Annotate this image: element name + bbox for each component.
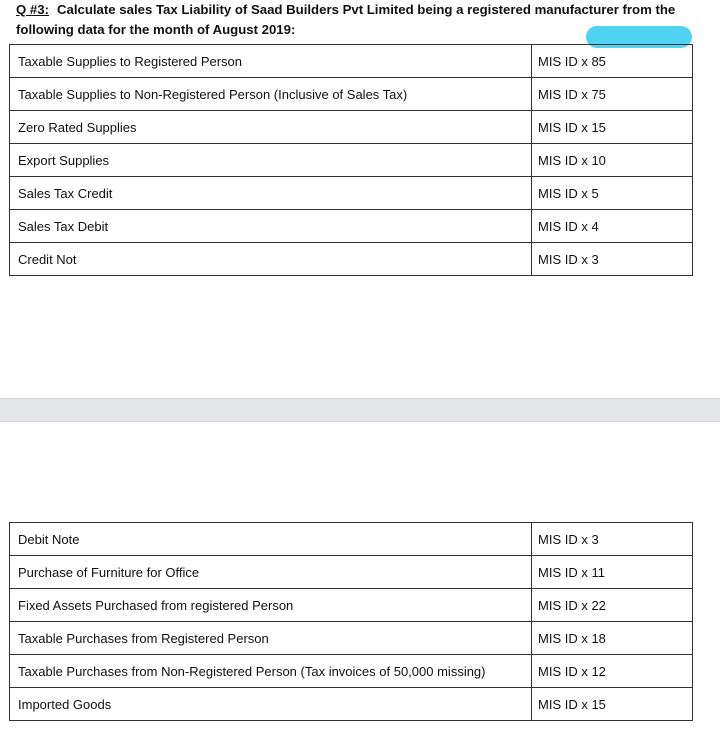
row-label: Zero Rated Supplies (10, 111, 532, 144)
page-separator-bottom-edge (0, 421, 720, 422)
row-label: Taxable Purchases from Registered Person (10, 622, 532, 655)
row-value: MIS ID x 15 (532, 688, 693, 721)
row-value: MIS ID x 10 (532, 144, 693, 177)
row-label: Fixed Assets Purchased from registered Person (10, 589, 532, 622)
row-label: Taxable Purchases from Non-Registered Person (Tax invoices of 50,000 missing) (10, 655, 532, 688)
table-row (10, 243, 693, 276)
row-value: MIS ID x 11 (532, 556, 693, 589)
row-label: Sales Tax Credit (10, 177, 532, 210)
row-value: MIS ID x 12 (532, 655, 693, 688)
table-row (10, 556, 693, 589)
question-text: Calculate sales Tax Liability of Saad Builders Pvt Limited being a registered manufacturer from the following data for the month of August 2019: (16, 2, 676, 37)
table-row (10, 688, 693, 721)
row-label: Taxable Supplies to Non-Registered Person (Inclusive of Sales Tax) (10, 78, 532, 111)
row-label: Taxable Supplies to Registered Person (10, 45, 532, 78)
page-separator-top-edge (0, 398, 720, 399)
row-label: Debit Note (10, 523, 532, 556)
table-row (10, 210, 693, 243)
row-value: MIS ID x 3 (532, 523, 693, 556)
table-row (10, 655, 693, 688)
table-row (10, 144, 693, 177)
row-value: MIS ID x 18 (532, 622, 693, 655)
data-table-top (9, 44, 693, 276)
table-row (10, 45, 693, 78)
question-number: Q #3: (16, 2, 49, 17)
row-value: MIS ID x 85 (532, 45, 693, 78)
table-row (10, 589, 693, 622)
table-row (10, 177, 693, 210)
page-separator (0, 398, 720, 422)
row-label: Purchase of Furniture for Office (10, 556, 532, 589)
data-table-bottom (9, 522, 693, 721)
table-row (10, 523, 693, 556)
row-value: MIS ID x 22 (532, 589, 693, 622)
table-row (10, 622, 693, 655)
row-label: Credit Not (10, 243, 532, 276)
table-row (10, 111, 693, 144)
row-value: MIS ID x 75 (532, 78, 693, 111)
row-value: MIS ID x 4 (532, 210, 693, 243)
row-value: MIS ID x 15 (532, 111, 693, 144)
row-label: Export Supplies (10, 144, 532, 177)
row-label: Imported Goods (10, 688, 532, 721)
row-value: MIS ID x 5 (532, 177, 693, 210)
row-label: Sales Tax Debit (10, 210, 532, 243)
row-value: MIS ID x 3 (532, 243, 693, 276)
table-row (10, 78, 693, 111)
